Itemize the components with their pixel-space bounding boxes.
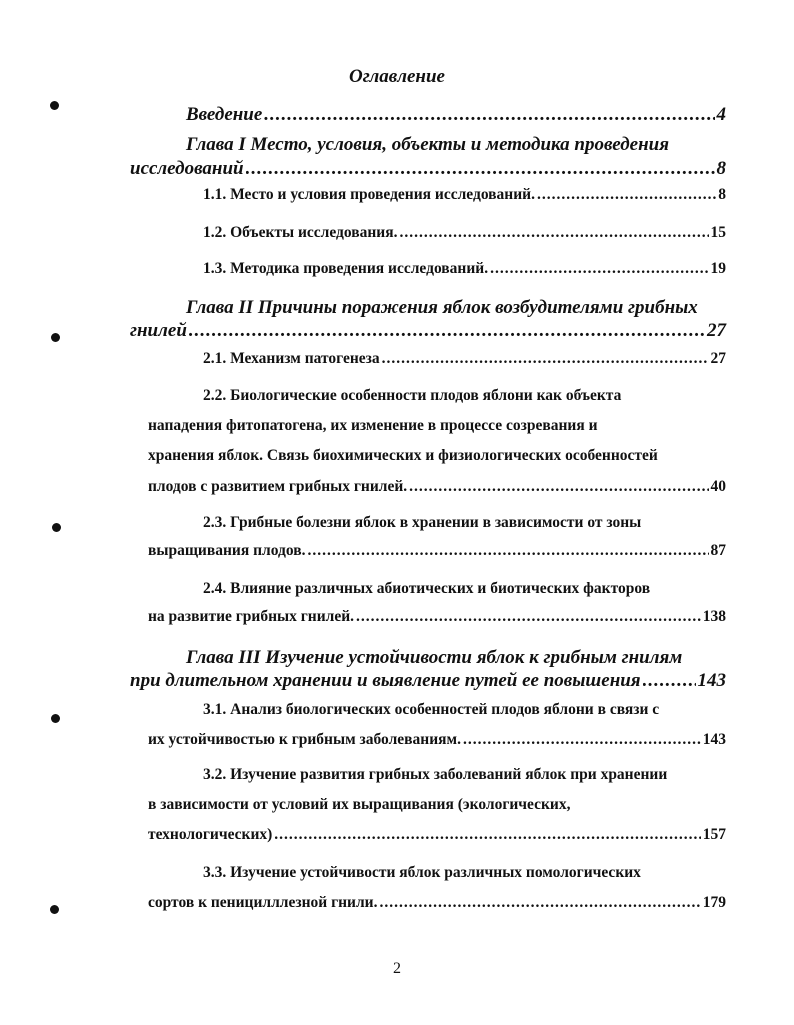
toc-entry-label: на развитие грибных гнилей. [148,608,355,625]
toc-entry-2-3 [148,542,726,560]
punch-hole-mark [50,101,59,110]
toc-entry-chapter1 [130,158,726,180]
toc-2-2-line3: хранения яблок. Связь биохимических и физиологических особенностей [148,447,658,464]
toc-2-4-line1: 2.4. Влияние различных абиотических и биотических факторов [203,580,651,597]
dot-leader [356,608,701,626]
toc-entry-2-2 [148,478,726,496]
toc-2-2-line1: 2.2. Биологические особенности плодов яблони как объекта [203,387,622,404]
punch-hole-mark [50,905,59,914]
toc-entry-label: 2.1. Механизм патогенеза [203,350,380,367]
punch-hole-mark [51,333,60,342]
toc-entry-1-3 [203,260,726,278]
toc-entry-2-4 [148,608,726,626]
dot-leader [264,104,714,126]
toc-chapter1-line1: Глава I Место, условия, объекты и методика проведения [186,134,669,155]
dot-leader [490,260,708,278]
toc-entry-label: 1.3. Методика проведения исследований. [203,260,489,277]
toc-page-number: 27 [710,350,726,367]
toc-page-number: 143 [702,731,726,748]
toc-entry-1-1 [203,186,726,204]
toc-page-number: 179 [702,894,726,911]
dot-leader [409,478,708,496]
toc-entry-3-2 [148,826,726,844]
toc-page-number: 8 [718,186,726,203]
toc-chapter2-line1: Глава II Причины поражения яблок возбудителями грибных [186,297,698,318]
toc-entry-label: их устойчивостью к грибным заболеваниям. [148,731,461,748]
toc-3-2-line2: в зависимости от условий их выращивания (экологических, [148,796,571,813]
toc-entry-chapter2 [130,320,726,342]
toc-entry-intro [186,104,726,126]
toc-3-2-line1: 3.2. Изучение развития грибных заболеваний яблок при хранении [203,766,668,783]
toc-3-3-line1: 3.3. Изучение устойчивости яблок различных помологических [203,864,641,881]
dot-leader [463,731,701,749]
toc-chapter3-line1: Глава III Изучение устойчивости яблок к грибным гнилям [186,647,683,668]
toc-page-number: 4 [716,104,726,125]
toc-page-number: 15 [710,224,726,241]
dot-leader [537,186,716,204]
dot-leader [307,542,708,560]
toc-2-2-line2: нападения фитопатогена, их изменение в процессе созревания и [148,417,598,434]
toc-entry-1-2 [203,224,726,242]
toc-page-number: 19 [710,260,726,277]
toc-3-1-line1: 3.1. Анализ биологических особенностей плодов яблони в связи с [203,701,660,718]
dot-leader [380,894,701,912]
toc-entry-3-1 [148,731,726,749]
toc-page-number: 157 [702,826,726,843]
dot-leader [643,670,696,692]
toc-page-number: 27 [707,320,726,341]
toc-entry-2-1 [203,350,726,368]
toc-title: Оглавление [349,66,445,87]
toc-2-3-line1: 2.3. Грибные болезни яблок в хранении в зависимости от зоны [203,514,642,531]
toc-entry-chapter3 [130,670,726,692]
dot-leader [274,826,700,844]
punch-hole-mark [52,523,61,532]
toc-entry-label: Введение [186,104,263,125]
toc-entry-label: 1.2. Объекты исследования. [203,224,398,241]
dot-leader [382,350,709,368]
dot-leader [189,320,705,342]
toc-entry-label: плодов с развитием грибных гнилей. [148,478,408,495]
toc-entry-label: технологических) [148,826,273,843]
toc-entry-label: гнилей [130,320,187,341]
toc-page-number: 87 [710,542,726,559]
punch-hole-mark [51,714,60,723]
toc-entry-label: 1.1. Место и условия проведения исследований. [203,186,535,203]
toc-entry-label: при длительном хранении и выявление путей ее повышения [130,670,641,691]
page-number: 2 [393,960,401,977]
dot-leader [400,224,709,242]
toc-page-number: 8 [716,158,726,179]
toc-entry-label: сортов к пеницилллезной гнили. [148,894,378,911]
toc-entry-label: исследований [130,158,244,179]
toc-entry-3-3 [148,894,726,912]
toc-page-number: 40 [710,478,726,495]
toc-page-number: 143 [697,670,726,691]
dot-leader [246,158,715,180]
toc-page-number: 138 [702,608,726,625]
toc-entry-label: выращивания плодов. [148,542,306,559]
